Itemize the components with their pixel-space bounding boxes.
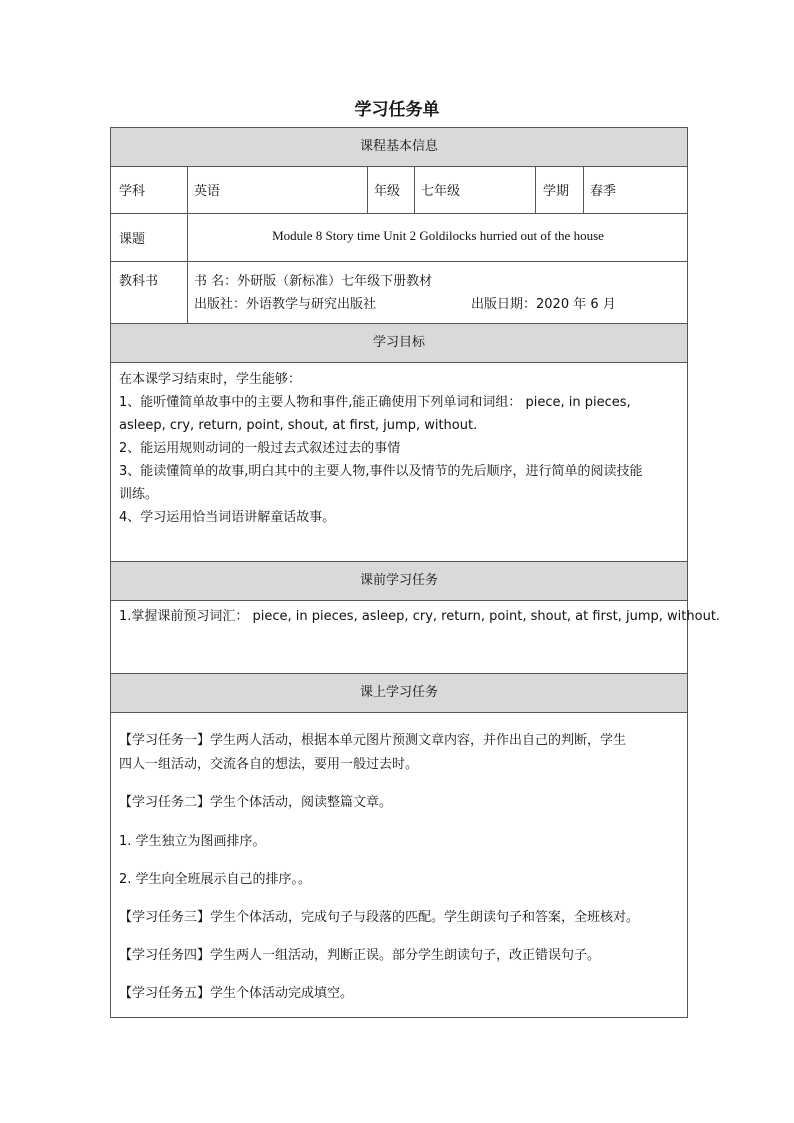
- objective-line: asleep, cry, return, point, shout, at first, jump, without.: [119, 418, 478, 433]
- pre-class-header-text: 课前学习任务: [359, 573, 438, 588]
- in-class-header-text: 课上学习任务: [359, 685, 438, 700]
- page-title: 学习任务单: [354, 100, 440, 120]
- task-5: 【学习任务五】学生个体活动完成填空。: [119, 986, 354, 1001]
- term-label: 学期: [543, 184, 570, 199]
- subject-label: 学科: [119, 184, 146, 199]
- objective-line: 在本课学习结束时，学生能够：: [119, 372, 302, 387]
- divider: [111, 213, 687, 214]
- objectives-header: [111, 324, 687, 363]
- divider: [535, 167, 536, 213]
- objectives-header-text: 学习目标: [372, 335, 425, 350]
- grade-value: 七年级: [421, 184, 461, 199]
- objective-line: 2、能运用规则动词的一般过去式叙述过去的事情: [119, 441, 401, 456]
- subject-value: 英语: [194, 184, 221, 199]
- task-sheet-table: [110, 127, 721, 1018]
- task-2: 【学习任务二】学生个体活动，阅读整篇文章。: [119, 795, 393, 810]
- task-3: 【学习任务三】学生个体活动，完成句子与段落的匹配。学生朗读句子和答案，全班核对。: [119, 910, 640, 925]
- objective-line: 训练。: [119, 487, 159, 502]
- divider: [583, 167, 584, 213]
- task-4: 【学习任务四】学生两人一组活动，判断正误。部分学生朗读句子，改正错误句子。: [119, 948, 601, 963]
- task-1: [119, 729, 679, 777]
- task-1-line-2: 四人一组活动，交流各自的想法，要用一般过去时。: [119, 757, 419, 772]
- in-class-header: [111, 674, 687, 713]
- divider: [367, 167, 368, 213]
- task-1-line-1: 【学习任务一】学生两人活动，根据本单元图片预测文章内容，并作出自己的判断，学生: [119, 733, 627, 748]
- objective-line: 4、学习运用恰当词语讲解童话故事。: [119, 510, 336, 525]
- divider: [414, 167, 415, 213]
- publisher-line: 出版社：外语教学与研究出版社: [194, 297, 377, 312]
- publish-date-line: 出版日期：2020 年 6 月: [471, 297, 616, 312]
- textbook-label: 教科书: [119, 274, 159, 289]
- basic-info-header: [111, 128, 687, 167]
- objective-line: 1、能听懂简单故事中的主要人物和事件,能正确使用下列单词和词组： piece, in pieces,: [119, 395, 631, 410]
- divider: [111, 261, 687, 262]
- pre-class-header: [111, 562, 687, 601]
- topic-value: Module 8 Story time Unit 2 Goldilocks hurried out of the house: [272, 228, 604, 243]
- topic-label: 课题: [119, 232, 146, 247]
- pre-class-vocab: 1.掌握课前预习词汇： piece, in pieces, asleep, cry, return, point, shout, at first, jump, without.: [119, 609, 721, 624]
- task-2-step-1: 1. 学生独立为图画排序。: [119, 834, 266, 849]
- term-value: 春季: [590, 184, 617, 199]
- basic-info-header-text: 课程基本信息: [359, 139, 438, 154]
- task-2-step-2: 2. 学生向全班展示自己的排序。。: [119, 872, 312, 887]
- grade-label: 年级: [374, 184, 401, 199]
- objectives-list: [119, 368, 679, 529]
- objective-line: 3、能读懂简单的故事,明白其中的主要人物,事件以及情节的先后顺序，进行简单的阅读技能: [119, 464, 643, 479]
- divider: [187, 167, 188, 323]
- book-name-line: 书 名：外研版（新标准）七年级下册教材: [194, 274, 433, 289]
